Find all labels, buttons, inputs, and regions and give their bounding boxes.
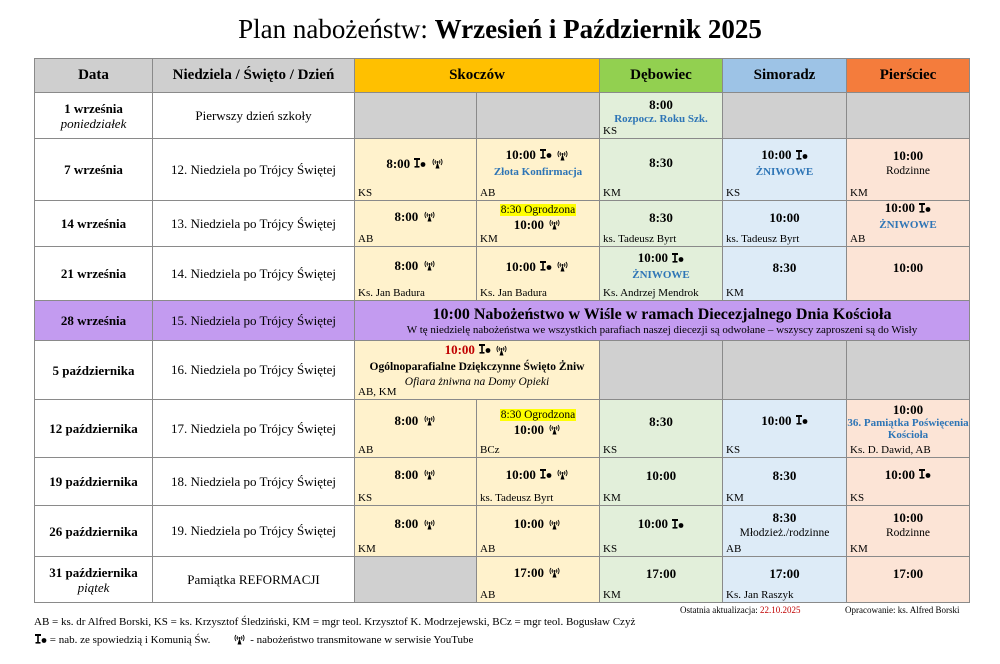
service-cell: 10:00 ŻNIWOWE Ks. Andrzej Mendrok xyxy=(600,247,723,301)
header-skoczow: Skoczów xyxy=(355,59,600,93)
day-name-cell: 15. Niedziela po Trójcy Świętej xyxy=(153,301,355,341)
header-simoradz: Simoradz xyxy=(723,59,847,93)
service-cell: 10:00 KS xyxy=(723,400,847,458)
empty-cell xyxy=(355,557,477,603)
service-cell: 8:00 AB xyxy=(355,201,477,247)
service-cell: 17:00 KM xyxy=(600,557,723,603)
date-cell: 5 października xyxy=(35,341,153,400)
header-pierściec: Pierściec xyxy=(847,59,970,93)
table-row xyxy=(35,301,970,341)
date-cell: 19 października xyxy=(35,458,153,506)
broadcast-icon xyxy=(547,422,562,439)
broadcast-icon xyxy=(422,209,437,226)
table-row xyxy=(35,458,970,506)
day-name-cell: Pamiątka REFORMACJI xyxy=(153,557,355,603)
day-name-cell: 14. Niedziela po Trójcy Świętej xyxy=(153,247,355,301)
chalice-icon xyxy=(795,414,808,430)
chalice-icon xyxy=(34,633,47,649)
header-sunday: Niedziela / Święto / Dzień xyxy=(153,59,355,93)
service-cell: 10:00 ks. Tadeusz Byrt xyxy=(477,458,600,506)
service-cell: 8:30 KS xyxy=(600,400,723,458)
service-cell: 10:00 ŻNIWOWE KS xyxy=(723,139,847,201)
service-cell: 10:00 ŻNIWOWE AB xyxy=(847,201,970,247)
chalice-icon xyxy=(918,468,931,484)
chalice-icon xyxy=(539,148,552,164)
service-cell: 8:30 Młodzież./rodzinne AB xyxy=(723,506,847,557)
date-cell: 26 października xyxy=(35,506,153,557)
empty-cell xyxy=(723,93,847,139)
extra-service-highlight: 8:30 Ogrodzona xyxy=(500,203,576,216)
date-cell: 14 września xyxy=(35,201,153,247)
empty-cell xyxy=(723,341,847,400)
service-cell: 10:00 KS xyxy=(847,458,970,506)
day-name-cell: 13. Niedziela po Trójcy Świętej xyxy=(153,201,355,247)
broadcast-icon xyxy=(547,517,562,534)
date-cell: 7 września xyxy=(35,139,153,201)
table-row xyxy=(35,93,970,139)
service-cell: 8:30 KM xyxy=(600,139,723,201)
service-cell: 10:00 Rodzinne KM xyxy=(847,506,970,557)
date-cell: 21 września xyxy=(35,247,153,301)
header-debowiec: Dębowiec xyxy=(600,59,723,93)
service-cell: 10:00 KM xyxy=(600,458,723,506)
legend-icons: = nab. ze spowiedzią i Komunią Św. - nabożeństwo transmitowane w serwisie YouTube xyxy=(34,632,473,649)
table-row xyxy=(35,201,970,247)
broadcast-icon xyxy=(422,467,437,484)
broadcast-icon xyxy=(547,565,562,582)
empty-cell xyxy=(847,93,970,139)
broadcast-icon xyxy=(422,413,437,430)
broadcast-icon xyxy=(430,156,445,173)
legend-abbreviations: AB = ks. dr Alfred Borski, KS = ks. Krzysztof Śledziński, KM = mgr teol. Krzysztof K. Modrzejewski, BCz = mgr teol. Bogusław Czyż xyxy=(34,616,636,628)
date-cell: 1 września poniedziałek xyxy=(35,93,153,139)
extra-service-highlight: 8:30 Ogrodzona xyxy=(500,408,576,421)
chalice-icon xyxy=(478,343,491,359)
service-cell: 8:00 AB xyxy=(355,400,477,458)
page-title: Plan nabożeństw: Wrzesień i Październik 2025 xyxy=(238,14,762,44)
merged-event-title: 10:00 Nabożeństwo w Wiśle w ramach Diecezjalnego Dnia Kościoła xyxy=(432,305,892,323)
header-data: Data xyxy=(35,59,153,93)
service-cell: 8:30 KM xyxy=(723,247,847,301)
service-cell: 10:00 Rodzinne KM xyxy=(847,139,970,201)
author-note: Opracowanie: ks. Alfred Borski xyxy=(845,605,960,615)
service-cell: 10:00 xyxy=(847,247,970,301)
table-row xyxy=(35,341,970,400)
chalice-icon xyxy=(671,252,684,268)
chalice-icon xyxy=(539,260,552,276)
service-cell: 10:00 36. Pamiątka Poświęcenia Kościoła Ks. D. Dawid, AB xyxy=(847,400,970,458)
service-cell: 8:30 Ogrodzona 10:00 BCz xyxy=(477,400,600,458)
broadcast-icon xyxy=(555,259,570,276)
day-name-cell: 19. Niedziela po Trójcy Świętej xyxy=(153,506,355,557)
date-cell: 28 września xyxy=(35,301,153,341)
table-row xyxy=(35,557,970,603)
chalice-icon xyxy=(539,468,552,484)
schedule-table xyxy=(34,58,970,603)
broadcast-icon xyxy=(422,517,437,534)
table-row xyxy=(35,139,970,201)
day-name-cell: 16. Niedziela po Trójcy Świętej xyxy=(153,341,355,400)
service-cell: 10:00 Ogólnoparafialne Dziękczynne Święto Żniw Ofiara żniwna na Domy Opieki AB, KM xyxy=(355,341,600,400)
broadcast-icon xyxy=(422,258,437,275)
day-name-cell: 18. Niedziela po Trójcy Świętej xyxy=(153,458,355,506)
service-cell: 8:00 Rozpocz. Roku Szk. KS xyxy=(600,93,723,139)
broadcast-icon xyxy=(555,467,570,484)
date-cell: 31 października piątek xyxy=(35,557,153,603)
service-cell: 10:00 AB xyxy=(477,506,600,557)
service-cell: 10:00 Ks. Jan Badura xyxy=(477,247,600,301)
service-cell: 8:30 Ogrodzona 10:00 KM xyxy=(477,201,600,247)
service-cell: 8:30 KM xyxy=(723,458,847,506)
service-cell: 8:00 KS xyxy=(355,458,477,506)
broadcast-icon xyxy=(232,632,247,649)
service-cell: 10:00 ks. Tadeusz Byrt xyxy=(723,201,847,247)
chalice-icon xyxy=(671,518,684,534)
broadcast-icon xyxy=(547,217,562,234)
day-name-cell: Pierwszy dzień szkoły xyxy=(153,93,355,139)
empty-cell xyxy=(355,93,477,139)
service-cell: 17:00 AB xyxy=(477,557,600,603)
broadcast-icon xyxy=(555,148,570,165)
service-cell: 8:00 KS xyxy=(355,139,477,201)
merged-event-note: W tę niedzielę nabożeństwa we wszystkich parafiach naszej diecezji są odwołane – wszyscy zaproszeni są do Wisły xyxy=(406,323,918,336)
empty-cell xyxy=(600,341,723,400)
service-cell: 17:00 Ks. Jan Raszyk xyxy=(723,557,847,603)
service-cell: 17:00 xyxy=(847,557,970,603)
chalice-icon xyxy=(918,202,931,218)
broadcast-icon xyxy=(494,343,509,360)
table-row xyxy=(35,506,970,557)
service-cell: 10:00 Złota Konfirmacja AB xyxy=(477,139,600,201)
merged-event-cell xyxy=(355,301,970,341)
date-cell: 12 października xyxy=(35,400,153,458)
header-row xyxy=(35,59,970,93)
service-cell: 10:00 KS xyxy=(600,506,723,557)
service-cell: 8:00 Ks. Jan Badura xyxy=(355,247,477,301)
empty-cell xyxy=(847,341,970,400)
table-row xyxy=(35,247,970,301)
empty-cell xyxy=(477,93,600,139)
day-name-cell: 12. Niedziela po Trójcy Świętej xyxy=(153,139,355,201)
table-row xyxy=(35,400,970,458)
chalice-icon xyxy=(795,149,808,165)
last-update: Ostatnia aktualizacja: 22.10.2025 xyxy=(680,605,801,615)
chalice-icon xyxy=(413,157,426,173)
service-cell: 8:30 ks. Tadeusz Byrt xyxy=(600,201,723,247)
day-name-cell: 17. Niedziela po Trójcy Świętej xyxy=(153,400,355,458)
service-cell: 8:00 KM xyxy=(355,506,477,557)
